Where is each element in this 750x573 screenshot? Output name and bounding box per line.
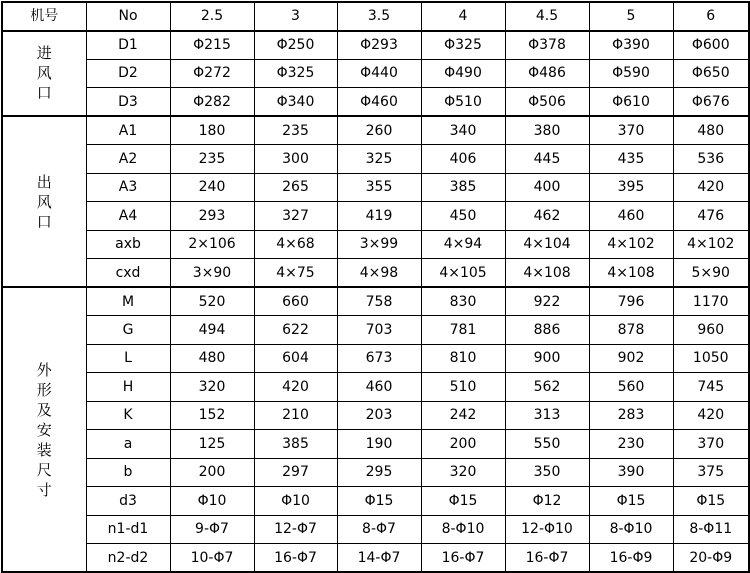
group-title-char: 尺 (36, 460, 52, 479)
value-cell: 8-Φ10 (421, 515, 505, 544)
param-label-cell: A2 (86, 145, 170, 174)
value-cell: Φ15 (421, 487, 505, 516)
table-row (2, 230, 749, 259)
group-title-char: 出 (36, 172, 52, 191)
value-cell: 3×90 (170, 259, 254, 288)
table-row (2, 544, 749, 573)
value-cell: 320 (421, 458, 505, 487)
value-cell: 796 (589, 287, 673, 316)
value-cell: 8-Φ7 (337, 515, 421, 544)
group-title-char: 及 (36, 400, 52, 419)
value-cell: 1170 (673, 287, 749, 316)
value-cell: 20-Φ9 (673, 544, 749, 573)
value-cell: 922 (505, 287, 589, 316)
param-label-cell: L (86, 344, 170, 373)
group-title-char: 口 (36, 84, 52, 103)
value-cell: 510 (421, 373, 505, 402)
value-cell: Φ486 (505, 59, 589, 88)
value-cell: Φ600 (673, 31, 749, 60)
value-cell: 370 (673, 430, 749, 459)
value-cell: 4×102 (673, 230, 749, 259)
value-cell: Φ506 (505, 88, 589, 117)
param-label-cell: D3 (86, 88, 170, 117)
table-row (2, 344, 749, 373)
value-cell: 8-Φ11 (673, 515, 749, 544)
value-cell: 14-Φ7 (337, 544, 421, 573)
value-cell: 419 (337, 202, 421, 231)
value-cell: 235 (254, 116, 337, 145)
table-row (2, 373, 749, 402)
value-cell: 2×106 (170, 230, 254, 259)
value-cell: 293 (170, 202, 254, 231)
value-cell: Φ215 (170, 31, 254, 60)
table-row (2, 401, 749, 430)
value-cell: 435 (589, 145, 673, 174)
param-label-cell: d3 (86, 487, 170, 516)
value-cell: 152 (170, 401, 254, 430)
value-cell: 16-Φ9 (589, 544, 673, 573)
value-cell: 325 (337, 145, 421, 174)
value-cell: 395 (589, 173, 673, 202)
group-title-char: 安 (36, 420, 52, 439)
value-cell: 460 (337, 373, 421, 402)
group-title-char: 风 (36, 192, 52, 211)
value-cell: 390 (589, 458, 673, 487)
value-cell: 385 (254, 430, 337, 459)
value-cell: 560 (589, 373, 673, 402)
value-cell: 4×94 (421, 230, 505, 259)
value-cell: 810 (421, 344, 505, 373)
value-cell: Φ490 (421, 59, 505, 88)
value-cell: 242 (421, 401, 505, 430)
header-machine-label: 机号 (2, 2, 86, 31)
value-cell: 370 (589, 116, 673, 145)
group-title-cell (2, 31, 86, 117)
value-cell: 375 (673, 458, 749, 487)
value-cell: 420 (254, 373, 337, 402)
value-cell: 200 (170, 458, 254, 487)
value-cell: 562 (505, 373, 589, 402)
value-cell: 4×102 (589, 230, 673, 259)
value-cell: 480 (673, 116, 749, 145)
value-cell: 494 (170, 316, 254, 345)
value-cell: 4×108 (589, 259, 673, 288)
value-cell: 203 (337, 401, 421, 430)
value-cell: 660 (254, 287, 337, 316)
table-row (2, 59, 749, 88)
param-label-cell: A4 (86, 202, 170, 231)
value-cell: Φ440 (337, 59, 421, 88)
table-row (2, 458, 749, 487)
fan-dimension-table (1, 1, 750, 573)
value-cell: Φ10 (170, 487, 254, 516)
table-row (2, 88, 749, 117)
table-row (2, 259, 749, 288)
header-size-cell: 4.5 (505, 2, 589, 31)
value-cell: 12-Φ10 (505, 515, 589, 544)
value-cell: 4×68 (254, 230, 337, 259)
value-cell: 878 (589, 316, 673, 345)
value-cell: 445 (505, 145, 589, 174)
table-row (2, 145, 749, 174)
param-label-cell: n1-d1 (86, 515, 170, 544)
header-size-cell: 2.5 (170, 2, 254, 31)
value-cell: 703 (337, 316, 421, 345)
value-cell: 400 (505, 173, 589, 202)
value-cell: Φ15 (337, 487, 421, 516)
value-cell: 320 (170, 373, 254, 402)
param-label-cell: M (86, 287, 170, 316)
value-cell: 960 (673, 316, 749, 345)
value-cell: 125 (170, 430, 254, 459)
value-cell: Φ10 (254, 487, 337, 516)
group-title-char: 口 (36, 212, 52, 231)
value-cell: 265 (254, 173, 337, 202)
value-cell: 886 (505, 316, 589, 345)
header-size-cell: 5 (589, 2, 673, 31)
value-cell: 5×90 (673, 259, 749, 288)
value-cell: 180 (170, 116, 254, 145)
value-cell: 9-Φ7 (170, 515, 254, 544)
value-cell: 350 (505, 458, 589, 487)
value-cell: 210 (254, 401, 337, 430)
value-cell: 230 (589, 430, 673, 459)
table-row (2, 287, 749, 316)
value-cell: Φ340 (254, 88, 337, 117)
value-cell: Φ378 (505, 31, 589, 60)
value-cell: 300 (254, 145, 337, 174)
table-row (2, 487, 749, 516)
value-cell: 297 (254, 458, 337, 487)
param-label-cell: a (86, 430, 170, 459)
group-title-cell (2, 116, 86, 287)
value-cell: 313 (505, 401, 589, 430)
value-cell: Φ590 (589, 59, 673, 88)
value-cell: 902 (589, 344, 673, 373)
param-label-cell: H (86, 373, 170, 402)
param-label-cell: D2 (86, 59, 170, 88)
value-cell: 16-Φ7 (505, 544, 589, 573)
value-cell: 1050 (673, 344, 749, 373)
value-cell: 520 (170, 287, 254, 316)
value-cell: 550 (505, 430, 589, 459)
value-cell: 476 (673, 202, 749, 231)
table-row (2, 430, 749, 459)
value-cell: 480 (170, 344, 254, 373)
value-cell: Φ250 (254, 31, 337, 60)
param-label-cell: n2-d2 (86, 544, 170, 573)
value-cell: Φ12 (505, 487, 589, 516)
value-cell: 283 (589, 401, 673, 430)
value-cell: 355 (337, 173, 421, 202)
value-cell: 340 (421, 116, 505, 145)
table-row (2, 515, 749, 544)
value-cell: 4×105 (421, 259, 505, 288)
value-cell: Φ676 (673, 88, 749, 117)
header-no-label: No (86, 2, 170, 31)
value-cell: 900 (505, 344, 589, 373)
value-cell: 830 (421, 287, 505, 316)
value-cell: 4×75 (254, 259, 337, 288)
value-cell: Φ15 (589, 487, 673, 516)
value-cell: 462 (505, 202, 589, 231)
value-cell: Φ610 (589, 88, 673, 117)
value-cell: Φ325 (421, 31, 505, 60)
param-label-cell: cxd (86, 259, 170, 288)
value-cell: Φ293 (337, 31, 421, 60)
group-title-char: 进 (36, 44, 52, 63)
value-cell: 380 (505, 116, 589, 145)
value-cell: Φ272 (170, 59, 254, 88)
param-label-cell: A3 (86, 173, 170, 202)
group-title-char: 装 (36, 440, 52, 459)
value-cell: 4×108 (505, 259, 589, 288)
value-cell: 12-Φ7 (254, 515, 337, 544)
param-label-cell: A1 (86, 116, 170, 145)
group-title-char: 外 (36, 360, 52, 379)
table-row (2, 116, 749, 145)
value-cell: 536 (673, 145, 749, 174)
value-cell: 420 (673, 173, 749, 202)
group-title-cell (2, 287, 86, 572)
group-title-char: 形 (36, 380, 52, 399)
value-cell: 460 (589, 202, 673, 231)
param-label-cell: D1 (86, 31, 170, 60)
value-cell: 16-Φ7 (421, 544, 505, 573)
value-cell: Φ460 (337, 88, 421, 117)
param-label-cell: K (86, 401, 170, 430)
group-title-char: 寸 (36, 480, 52, 499)
value-cell: 781 (421, 316, 505, 345)
table-row (2, 31, 749, 60)
table-row (2, 316, 749, 345)
value-cell: Φ15 (673, 487, 749, 516)
value-cell: 420 (673, 401, 749, 430)
value-cell: 260 (337, 116, 421, 145)
header-size-cell: 4 (421, 2, 505, 31)
value-cell: 240 (170, 173, 254, 202)
value-cell: Φ510 (421, 88, 505, 117)
value-cell: Φ325 (254, 59, 337, 88)
value-cell: 8-Φ10 (589, 515, 673, 544)
value-cell: 327 (254, 202, 337, 231)
value-cell: 3×99 (337, 230, 421, 259)
value-cell: Φ650 (673, 59, 749, 88)
value-cell: 406 (421, 145, 505, 174)
value-cell: 10-Φ7 (170, 544, 254, 573)
value-cell: 4×104 (505, 230, 589, 259)
header-row (2, 2, 749, 31)
value-cell: Φ390 (589, 31, 673, 60)
value-cell: 16-Φ7 (254, 544, 337, 573)
table-row (2, 173, 749, 202)
param-label-cell: G (86, 316, 170, 345)
param-label-cell: axb (86, 230, 170, 259)
value-cell: 200 (421, 430, 505, 459)
value-cell: 190 (337, 430, 421, 459)
value-cell: 385 (421, 173, 505, 202)
value-cell: 673 (337, 344, 421, 373)
header-size-cell: 3.5 (337, 2, 421, 31)
value-cell: 235 (170, 145, 254, 174)
table-row (2, 202, 749, 231)
value-cell: 622 (254, 316, 337, 345)
value-cell: Φ282 (170, 88, 254, 117)
value-cell: 450 (421, 202, 505, 231)
value-cell: 745 (673, 373, 749, 402)
value-cell: 604 (254, 344, 337, 373)
value-cell: 295 (337, 458, 421, 487)
param-label-cell: b (86, 458, 170, 487)
value-cell: 4×98 (337, 259, 421, 288)
header-size-cell: 3 (254, 2, 337, 31)
header-size-cell: 6 (673, 2, 749, 31)
value-cell: 758 (337, 287, 421, 316)
group-title-char: 风 (36, 64, 52, 83)
